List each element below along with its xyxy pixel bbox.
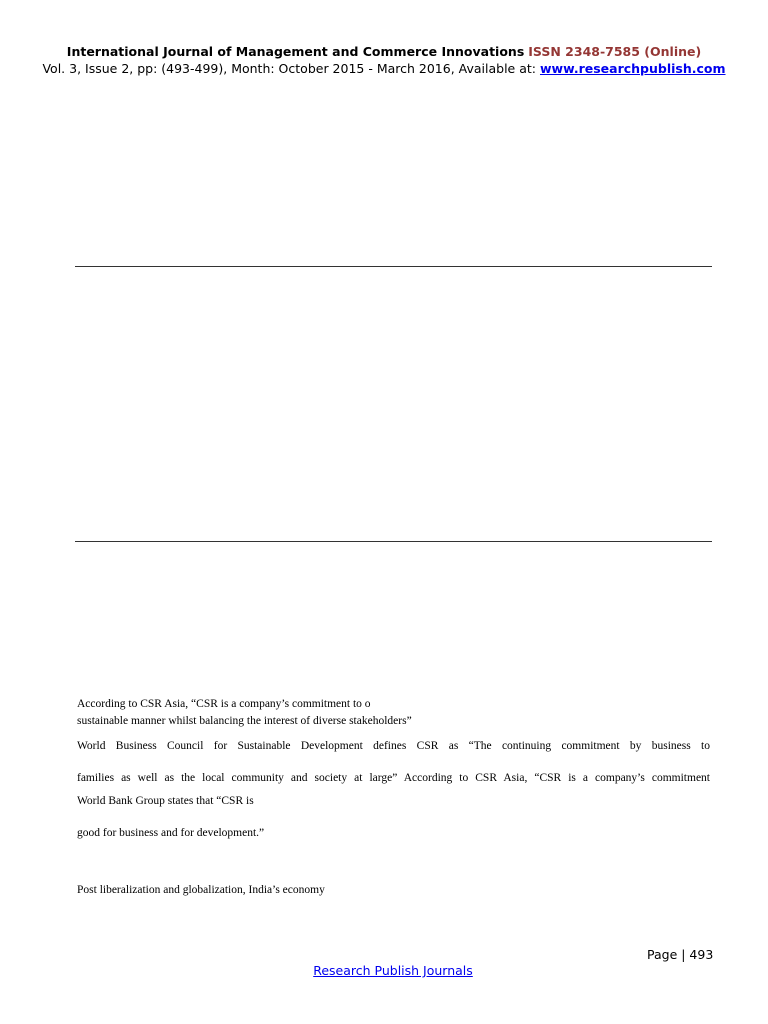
paragraph-csr-asia-line1: According to CSR Asia, “CSR is a company’s commitment to o xyxy=(77,698,371,710)
paragraph-liberalization: Post liberalization and globalization, India’s economy xyxy=(77,884,325,896)
page-number: Page | 493 xyxy=(647,947,714,962)
publisher-link[interactable]: Research Publish Journals xyxy=(313,963,473,978)
paragraph-world-bank-line2: good for business and for development.” xyxy=(77,827,265,839)
bottom-divider xyxy=(75,541,712,542)
paragraph-wbcsd-line1: World Business Council for Sustainable Development defines CSR as “The continuing commitment by business to xyxy=(77,740,710,752)
journal-title-line xyxy=(0,44,768,60)
journal-title: International Journal of Management and Commerce Innovations xyxy=(66,44,525,59)
volume-info: Vol. 3, Issue 2, pp: (493-499), Month: October 2015 - March 2016, Available at: xyxy=(42,61,536,76)
issn-label: ISSN 2348-7585 (Online) xyxy=(528,44,702,59)
footer xyxy=(0,963,768,978)
paragraph-world-bank-line1: World Bank Group states that “CSR is xyxy=(77,795,254,807)
page-header xyxy=(0,44,768,77)
website-link[interactable]: www.researchpublish.com xyxy=(539,61,726,76)
paragraph-wbcsd-line2: families as well as the local community and society at large” According to CSR Asia, “CSR is a company’s commitment xyxy=(77,772,710,784)
top-divider xyxy=(75,266,712,267)
paragraph-csr-asia-line2: sustainable manner whilst balancing the interest of diverse stakeholders” xyxy=(77,715,412,727)
volume-info-line xyxy=(0,61,768,77)
